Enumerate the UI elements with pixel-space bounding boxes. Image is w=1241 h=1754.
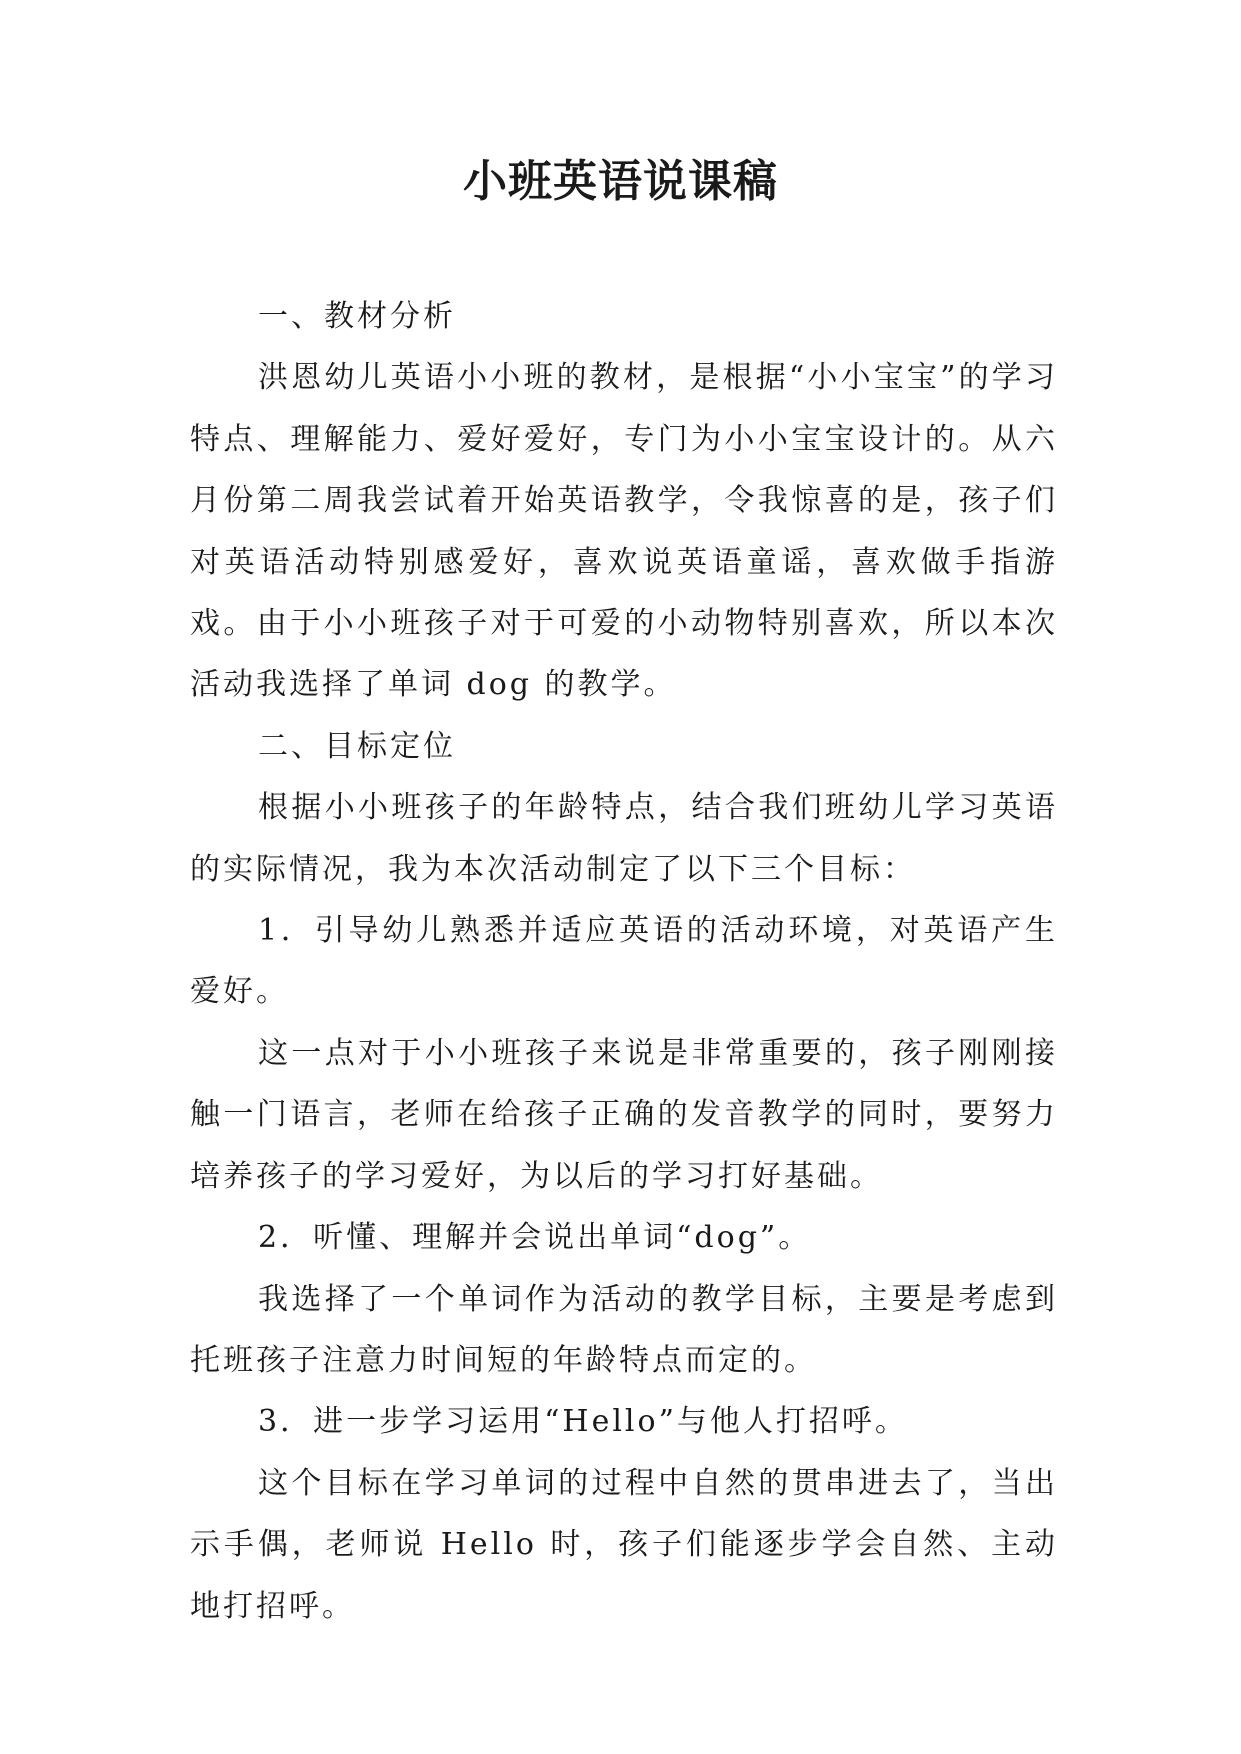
document-body (190, 286, 1058, 1637)
goal-item-2: 2．听懂、理解并会说出单词“dog”。 (258, 1220, 812, 1256)
paragraph-goal-2-explanation: 我选择了一个单词作为活动的教学目标，主要是考虑到托班孩子注意力时间短的年龄特点而定的。 (190, 1281, 1058, 1378)
goal-item-3: 3．进一步学习运用“Hello”与他人打招呼。 (258, 1404, 908, 1440)
goal-item-1: 1．引导幼儿熟悉并适应英语的活动环境，对英语产生爱好。 (190, 913, 1058, 1010)
paragraph-goal-1-explanation: 这一点对于小小班孩子来说是非常重要的，孩子刚刚接触一门语言，老师在给孩子正确的发音教学的同时，要努力培养孩子的学习爱好，为以后的学习打好基础。 (190, 1035, 1058, 1194)
paragraph-materials-analysis: 洪恩幼儿英语小小班的教材，是根据“小小宝宝”的学习特点、理解能力、爱好爱好，专门为小小宝宝设计的。从六月份第二周我尝试着开始英语教学，令我惊喜的是，孩子们对英语活动特别感爱好，喜欢说英语童谣，喜欢做手指游戏。由于小小班孩子对于可爱的小动物特别喜欢，所以本次活动我选择了单词 dog 的教学。 (190, 360, 1058, 703)
document-title: 小班英语说课稿 (463, 156, 778, 207)
section-heading-goals: 二、目标定位 (258, 728, 456, 764)
paragraph-goal-3-explanation: 这个目标在学习单词的过程中自然的贯串进去了，当出示手偶，老师说 Hello 时，孩子们能逐步学会自然、主动地打招呼。 (190, 1465, 1058, 1624)
section-heading-materials: 一、教材分析 (258, 299, 456, 334)
paragraph-goals-intro: 根据小小班孩子的年龄特点，结合我们班幼儿学习英语的实际情况，我为本次活动制定了以下三个目标： (190, 790, 1058, 887)
